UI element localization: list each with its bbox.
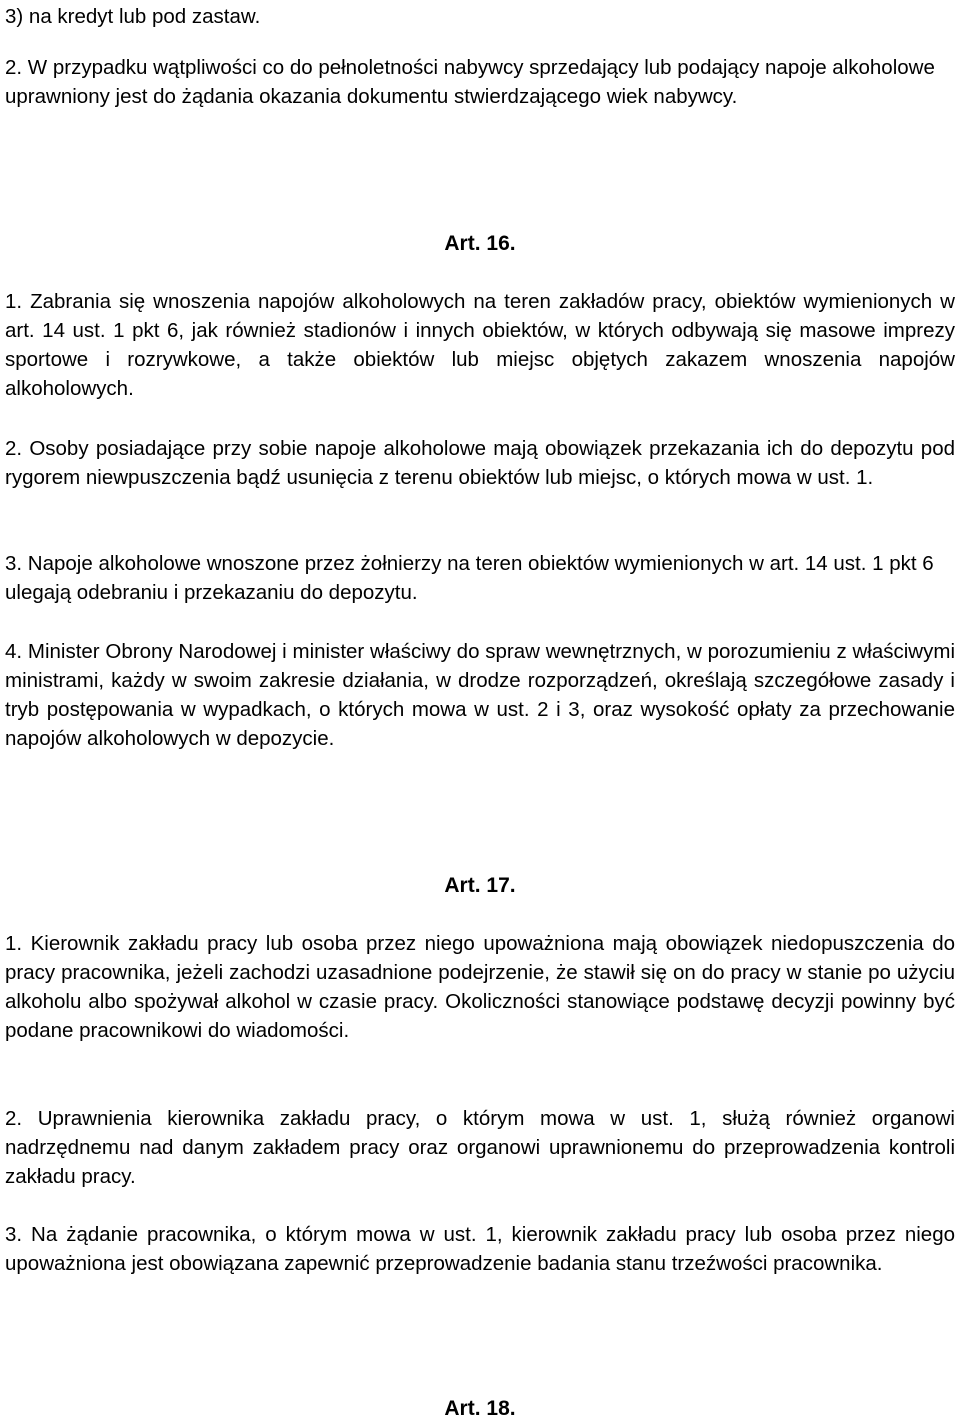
art16-paragraph-4: 4. Minister Obrony Narodowej i minister właściwy do spraw wewnętrznych, w porozumieniu z właściwymi ministrami, każdy w swoim zakresie działania, w drodze rozporządzeń, określają szczegółowe zasady i tryb postępowania w wypadkach, o których mowa w ust. 2 i 3, oraz wysokość opłaty za przechowanie napojów alkoholowych w depozycie. <box>5 640 955 750</box>
article-16-heading: Art. 16. <box>444 232 516 255</box>
art16-paragraph-1: 1. Zabrania się wnoszenia napojów alkoholowych na teren zakładów pracy, obiektów wymienionych w art. 14 ust. 1 pkt 6, jak również stadionów i innych obiektów, w których odbywają się masowe imprezy sportowe i rozrywkowe, a także obiektów lub miejsc objętych zakazem wnoszenia napojów alkoholowych. <box>5 290 955 400</box>
art16-paragraph-3: 3. Napoje alkoholowe wnoszone przez żołnierzy na teren obiektów wymienionych w art. 14 ust. 1 pkt 6 ulegają odebraniu i przekazaniu do depozytu. <box>5 552 934 604</box>
art17-paragraph-2: 2. Uprawnienia kierownika zakładu pracy, o którym mowa w ust. 1, służą również organowi nadrzędnemu nad danym zakładem pracy oraz organowi uprawnionemu do przeprowadzenia kontroli zakładu pracy. <box>5 1107 955 1188</box>
art17-paragraph-1: 1. Kierownik zakładu pracy lub osoba przez niego upoważniona mają obowiązek niedopuszczenia do pracy pracownika, jeżeli zachodzi uzasadnione podejrzenie, że stawił się on do pracy w stanie po użyciu alkoholu albo spożywał alkohol w czasie pracy. Okoliczności stanowiące podstawę decyzji powinny być podane pracownikowi do wiadomości. <box>5 932 955 1042</box>
article-17-heading: Art. 17. <box>444 874 516 897</box>
art17-paragraph-3: 3. Na żądanie pracownika, o którym mowa w ust. 1, kierownik zakładu pracy lub osoba przez niego upoważniona jest obowiązana zapewnić przeprowadzenie badania stanu trzeźwości pracownika. <box>5 1223 955 1275</box>
paragraph-ust-2-age-verification: 2. W przypadku wątpliwości co do pełnoletności nabywcy sprzedający lub podający napoje alkoholowe uprawniony jest do żądania okazania dokumentu stwierdzającego wiek nabywcy. <box>5 56 935 108</box>
article-18-heading: Art. 18. <box>444 1397 516 1420</box>
art16-paragraph-2: 2. Osoby posiadające przy sobie napoje alkoholowe mają obowiązek przekazania ich do depozytu pod rygorem niewpuszczenia bądź usunięcia z terenu obiektów lub miejsc, o których mowa w ust. 1. <box>5 437 955 489</box>
paragraph-point-3-credit: 3) na kredyt lub pod zastaw. <box>5 5 261 28</box>
